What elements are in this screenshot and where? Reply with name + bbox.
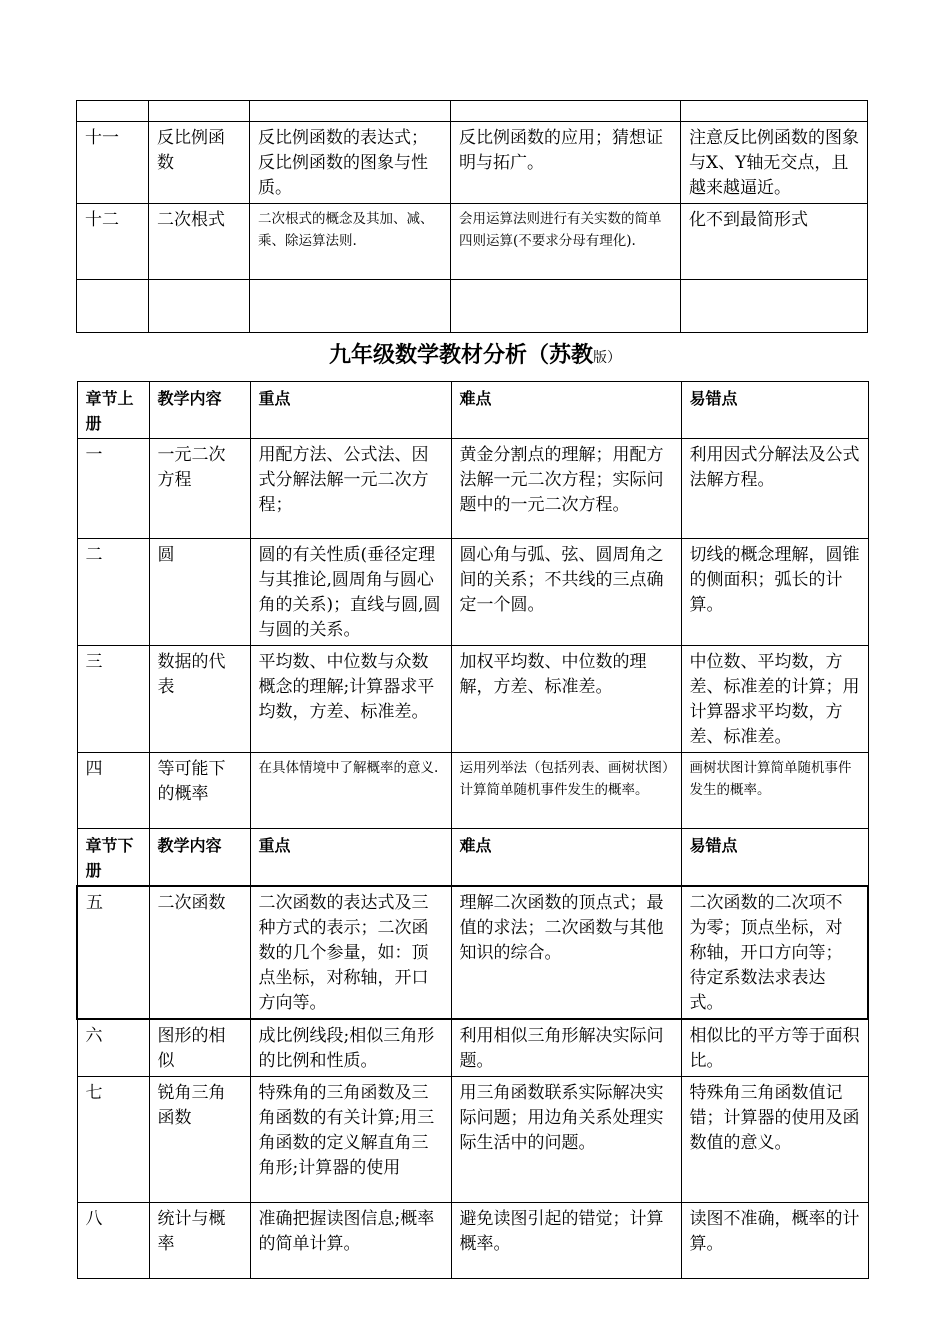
main-table xyxy=(76,381,869,1279)
common-errors-cell: 切线的概念理解，圆锥的侧面积；弧长的计算。 xyxy=(681,539,868,646)
content-cell: 二次函数 xyxy=(149,886,250,1019)
content-cell: 反比例函数 xyxy=(149,122,250,204)
difficulties-cell: 加权平均数、中位数的理解，方差、标准差。 xyxy=(451,646,681,753)
key-points-cell: 用配方法、公式法、因式分解法解一元二次方程； xyxy=(250,439,451,539)
header-chapter: 章节下册 xyxy=(77,829,149,887)
header-difficulties: 难点 xyxy=(451,829,681,887)
common-errors-cell: 画树状图计算简单随机事件发生的概率。 xyxy=(681,753,868,829)
page-title xyxy=(0,336,950,378)
key-points-cell: 平均数、中位数与众数概念的理解;计算器求平均数，方差、标准差。 xyxy=(250,646,451,753)
table-row xyxy=(77,122,868,204)
key-points-cell: 特殊角的三角函数及三角函数的有关计算;用三角函数的定义解直角三角形;计算器的使用 xyxy=(250,1077,451,1203)
common-errors-cell: 化不到最简形式 xyxy=(681,204,868,280)
chapter-cell: 二 xyxy=(77,539,149,646)
key-points-cell: 二次根式的概念及其加、减、乘、除运算法则. xyxy=(250,204,451,280)
content-cell: 图形的相似 xyxy=(149,1019,250,1077)
content-cell: 圆 xyxy=(149,539,250,646)
table-row xyxy=(77,280,868,333)
key-points-cell: 二次函数的表达式及三种方式的表示；二次函数的几个参量，如：顶点坐标，对称轴，开口方向等。 xyxy=(250,886,451,1019)
header-difficulties: 难点 xyxy=(451,382,681,439)
top-table xyxy=(76,100,868,333)
key-points-cell: 反比例函数的表达式；反比例函数的图象与性质。 xyxy=(250,122,451,204)
header-chapter: 章节上册 xyxy=(77,382,149,439)
difficulties-cell: 用三角函数联系实际解决实际问题；用边角关系处理实际生活中的问题。 xyxy=(451,1077,681,1203)
content-cell: 数据的代表 xyxy=(149,646,250,753)
difficulties-cell: 会用运算法则进行有关实数的简单四则运算(不要求分母有理化). xyxy=(451,204,681,280)
header-content: 教学内容 xyxy=(149,382,250,439)
header-key-points: 重点 xyxy=(250,382,451,439)
difficulties-cell: 理解二次函数的顶点式；最值的求法；二次函数与其他知识的综合。 xyxy=(451,886,681,1019)
title-edition: 版） xyxy=(593,350,621,366)
chapter-cell: 十一 xyxy=(77,122,149,204)
table-row xyxy=(77,204,868,280)
table-row xyxy=(77,439,868,539)
table-row xyxy=(77,539,868,646)
key-points-cell: 准确把握读图信息;概率的简单计算。 xyxy=(250,1203,451,1279)
key-points-cell: 圆的有关性质(垂径定理与其推论,圆周角与圆心角的关系)；直线与圆,圆与圆的关系。 xyxy=(250,539,451,646)
table-row xyxy=(77,1203,868,1279)
chapter-cell: 四 xyxy=(77,753,149,829)
table-row xyxy=(77,753,868,829)
header-content: 教学内容 xyxy=(149,829,250,887)
difficulties-cell: 避免读图引起的错觉；计算概率。 xyxy=(451,1203,681,1279)
content-cell: 二次根式 xyxy=(149,204,250,280)
common-errors-cell: 相似比的平方等于面积比。 xyxy=(681,1019,868,1077)
difficulties-cell: 利用相似三角形解决实际问题。 xyxy=(451,1019,681,1077)
content-cell: 等可能下的概率 xyxy=(149,753,250,829)
chapter-cell: 三 xyxy=(77,646,149,753)
difficulties-cell: 反比例函数的应用；猜想证明与拓广。 xyxy=(451,122,681,204)
chapter-cell: 六 xyxy=(77,1019,149,1077)
common-errors-cell: 特殊角三角函数值记错；计算器的使用及函数值的意义。 xyxy=(681,1077,868,1203)
chapter-cell: 一 xyxy=(77,439,149,539)
table-row xyxy=(77,886,868,1019)
difficulties-cell: 圆心角与弧、弦、圆周角之间的关系；不共线的三点确定一个圆。 xyxy=(451,539,681,646)
title-main: 九年级数学教材分析（苏教 xyxy=(328,343,593,368)
header-key-points: 重点 xyxy=(250,829,451,887)
chapter-cell: 八 xyxy=(77,1203,149,1279)
header-common-errors: 易错点 xyxy=(681,829,868,887)
table-row xyxy=(77,1019,868,1077)
common-errors-cell: 二次函数的二次项不为零；顶点坐标，对称轴，开口方向等；待定系数法求表达式。 xyxy=(681,886,868,1019)
content-cell: 统计与概率 xyxy=(149,1203,250,1279)
chapter-cell: 十二 xyxy=(77,204,149,280)
common-errors-cell: 读图不准确，概率的计算。 xyxy=(681,1203,868,1279)
key-points-cell: 成比例线段;相似三角形的比例和性质。 xyxy=(250,1019,451,1077)
table-header-row xyxy=(77,382,868,439)
common-errors-cell: 中位数、平均数，方差、标准差的计算；用计算器求平均数，方差、标准差。 xyxy=(681,646,868,753)
content-cell: 一元二次方程 xyxy=(149,439,250,539)
difficulties-cell: 运用列举法（包括列表、画树状图）计算简单随机事件发生的概率。 xyxy=(451,753,681,829)
common-errors-cell: 利用因式分解法及公式法解方程。 xyxy=(681,439,868,539)
content-cell: 锐角三角函数 xyxy=(149,1077,250,1203)
table-header-row xyxy=(77,829,868,887)
chapter-cell: 七 xyxy=(77,1077,149,1203)
chapter-cell: 五 xyxy=(77,886,149,1019)
table-row xyxy=(77,101,868,122)
table-row xyxy=(77,1077,868,1203)
difficulties-cell: 黄金分割点的理解；用配方法解一元二次方程；实际问题中的一元二次方程。 xyxy=(451,439,681,539)
header-common-errors: 易错点 xyxy=(681,382,868,439)
table-row xyxy=(77,646,868,753)
common-errors-cell: 注意反比例函数的图象与X、Y轴无交点，且越来越逼近。 xyxy=(681,122,868,204)
key-points-cell: 在具体情境中了解概率的意义. xyxy=(250,753,451,829)
